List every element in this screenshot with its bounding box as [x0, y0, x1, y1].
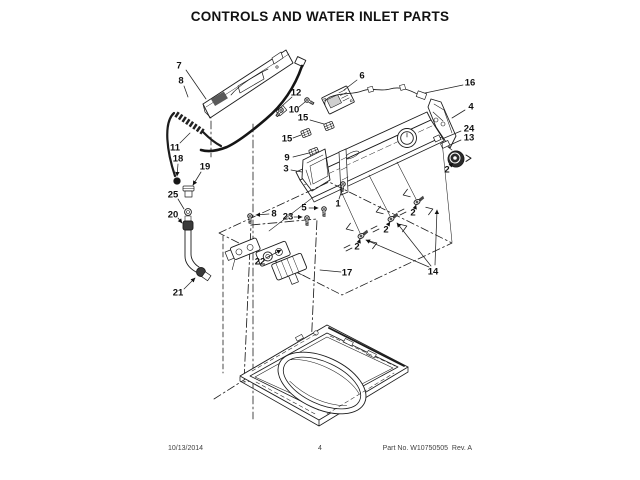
callout-number: 2 — [410, 207, 416, 219]
hose-clip-18 — [174, 178, 180, 184]
harness-clips — [301, 121, 335, 157]
footer-date: 10/13/2014 — [168, 445, 204, 452]
screw-23 — [305, 216, 310, 226]
callout-number: 23 — [282, 211, 294, 223]
callout-leader — [180, 133, 190, 143]
callout-leader — [344, 80, 357, 90]
callout-leader — [186, 70, 206, 99]
callout-leader — [320, 270, 341, 272]
callout-leader — [435, 210, 437, 265]
callout-number: 25 — [167, 189, 179, 201]
callout-number: 19 — [199, 161, 211, 173]
callout-number: 20 — [167, 209, 179, 221]
callout-leader — [293, 153, 309, 157]
hose-fitting-19 — [183, 186, 194, 197]
callout-number: 1 — [335, 198, 341, 210]
callout-leader — [299, 102, 305, 107]
callout-number: 17 — [341, 267, 353, 279]
panel-screw-2-a — [357, 230, 368, 240]
callout-leader — [177, 164, 178, 176]
callout-number: 3 — [283, 163, 289, 175]
screw-8b — [248, 214, 253, 224]
callout-number: 8 — [271, 208, 277, 220]
callout-number: 24 — [463, 123, 475, 135]
callout-number: 2 — [444, 164, 450, 176]
callout-leader — [193, 172, 201, 185]
footer-part-number: Part No. W10750505 Rev. A — [382, 445, 472, 452]
screw-5 — [322, 207, 327, 217]
callout-leader — [366, 240, 429, 267]
callout-number: 18 — [172, 153, 184, 165]
callout-leader — [184, 86, 188, 97]
timer-dial — [398, 129, 417, 148]
callout-number: 11 — [169, 142, 181, 154]
callout-number: 13 — [463, 132, 475, 144]
screw-10 — [304, 97, 315, 106]
hose-connector-20 — [183, 221, 193, 230]
callout-number: 9 — [284, 152, 290, 164]
callout-number: 22 — [254, 256, 266, 268]
washer-top-panel — [240, 325, 408, 426]
callout-number: 5 — [301, 202, 307, 214]
callout-number: 7 — [176, 60, 182, 72]
callout-number: 10 — [288, 104, 300, 116]
callout-number: 2 — [383, 224, 389, 236]
callout-number: 21 — [172, 287, 184, 299]
callout-number: 8 — [178, 75, 184, 87]
callout-leader — [178, 199, 184, 209]
callout-number: 14 — [427, 266, 439, 278]
footer-page-number: 4 — [318, 445, 322, 452]
washer-25 — [185, 209, 192, 216]
callout-leader — [425, 85, 463, 93]
callout-number: 15 — [281, 133, 293, 145]
callout-number: 6 — [359, 70, 365, 82]
callout-leader — [293, 135, 301, 138]
water-inlet-valve — [224, 224, 310, 303]
callout-leader — [178, 218, 182, 223]
clip-15-a — [324, 121, 335, 131]
clip-15-b — [301, 128, 312, 138]
callout-number: 16 — [464, 77, 476, 89]
callout-number: 2 — [354, 241, 360, 253]
callout-number: 4 — [468, 101, 474, 113]
callout-leader — [310, 120, 324, 124]
page-title: CONTROLS AND WATER INLET PARTS — [190, 9, 450, 24]
callout-leader — [184, 278, 195, 289]
callout-number: 12 — [290, 87, 302, 99]
callout-leader — [452, 110, 465, 118]
callout-leader — [397, 223, 431, 266]
callout-leader — [256, 214, 269, 215]
console-assembly — [296, 99, 471, 202]
callout-number: 15 — [297, 112, 309, 124]
